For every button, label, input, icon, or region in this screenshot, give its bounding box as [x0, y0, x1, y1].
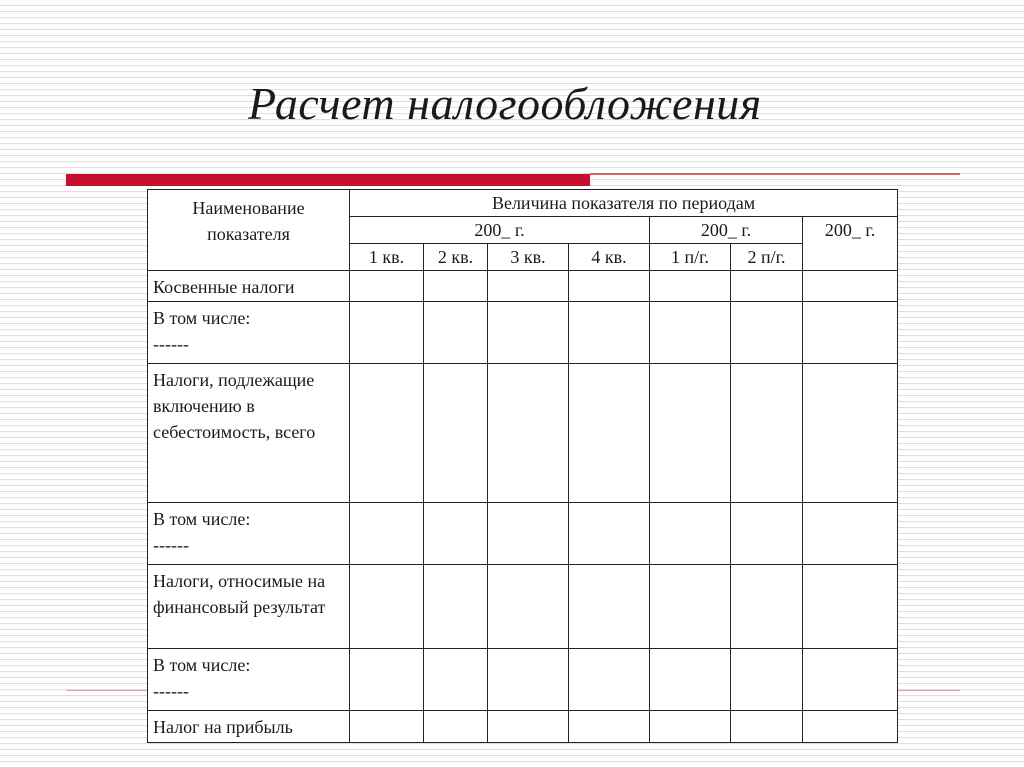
table-cell [803, 364, 898, 503]
header-period-q4: 4 кв. [569, 244, 650, 271]
row-label-text: В том числе: [153, 308, 251, 328]
row-label [148, 364, 350, 503]
table-cell [350, 711, 424, 743]
table-cell [650, 271, 731, 302]
row-label [148, 302, 350, 364]
table-row [148, 711, 898, 743]
table-cell [803, 271, 898, 302]
table-row [148, 649, 898, 711]
table-cell [803, 649, 898, 711]
row-label-sub: ------ [153, 681, 189, 701]
row-label [148, 503, 350, 565]
table-cell [488, 711, 569, 743]
table-cell [424, 271, 488, 302]
header-period-h2: 2 п/г. [731, 244, 803, 271]
table-cell [488, 364, 569, 503]
table-row [148, 503, 898, 565]
table-cell [731, 271, 803, 302]
table-cell [350, 271, 424, 302]
table-cell [650, 302, 731, 364]
header-year-3: 200_ г. [803, 217, 898, 271]
row-label [148, 649, 350, 711]
row-label [148, 565, 350, 649]
row-label-text: Налог на прибыль [153, 717, 293, 737]
table-row [148, 302, 898, 364]
row-label-sub: ------ [153, 334, 189, 354]
table-cell [569, 711, 650, 743]
table-cell [424, 302, 488, 364]
header-period-q1: 1 кв. [350, 244, 424, 271]
table-cell [350, 302, 424, 364]
row-label [148, 271, 350, 302]
row-label-sub: ------ [153, 535, 189, 555]
table-cell [803, 503, 898, 565]
table-cell [731, 565, 803, 649]
table-cell [650, 711, 731, 743]
table-cell [731, 503, 803, 565]
table-cell [488, 649, 569, 711]
table-cell [569, 649, 650, 711]
table-cell [803, 302, 898, 364]
table-cell [731, 711, 803, 743]
table-cell [488, 503, 569, 565]
table-row [148, 271, 898, 302]
table-cell [569, 364, 650, 503]
table-cell [424, 649, 488, 711]
table-cell [803, 711, 898, 743]
header-period-q3: 3 кв. [488, 244, 569, 271]
table-cell [569, 565, 650, 649]
table-cell [424, 565, 488, 649]
table-cell [731, 364, 803, 503]
table-cell [731, 302, 803, 364]
header-period-values: Величина показателя по периодам [350, 190, 898, 217]
table-cell [350, 364, 424, 503]
table-cell [731, 649, 803, 711]
row-label-text: Налоги, подлежащие включению в себестоимость, всего [153, 370, 316, 442]
table-cell [350, 649, 424, 711]
table-cell [488, 565, 569, 649]
slide-title: Расчет налогообложения [248, 78, 762, 129]
table-cell [424, 364, 488, 503]
table-cell [488, 271, 569, 302]
table-cell [650, 503, 731, 565]
table-cell [803, 565, 898, 649]
table-cell [424, 503, 488, 565]
table-row [148, 565, 898, 649]
row-label [148, 711, 350, 743]
header-indicator-name: Наименование показателя [148, 190, 350, 271]
table-cell [569, 271, 650, 302]
accent-red-bar [66, 174, 590, 186]
table-cell [350, 503, 424, 565]
table-cell [569, 302, 650, 364]
header-year-2: 200_ г. [650, 217, 803, 244]
table-cell [650, 565, 731, 649]
table-cell [650, 364, 731, 503]
table-cell [350, 565, 424, 649]
header-year-1: 200_ г. [350, 217, 650, 244]
row-label-text: В том числе: [153, 509, 251, 529]
row-label-text: Налоги, относимые на финансовый результат [153, 571, 326, 617]
tax-table [147, 189, 898, 743]
row-label-text: В том числе: [153, 655, 251, 675]
table-cell [650, 649, 731, 711]
header-period-q2: 2 кв. [424, 244, 488, 271]
table-cell [488, 302, 569, 364]
table-header-row [148, 190, 898, 217]
accent-thin-line [590, 173, 960, 175]
table-cell [569, 503, 650, 565]
table-cell [424, 711, 488, 743]
header-period-h1: 1 п/г. [650, 244, 731, 271]
row-label-text: Косвенные налоги [153, 277, 295, 297]
table-row [148, 364, 898, 503]
